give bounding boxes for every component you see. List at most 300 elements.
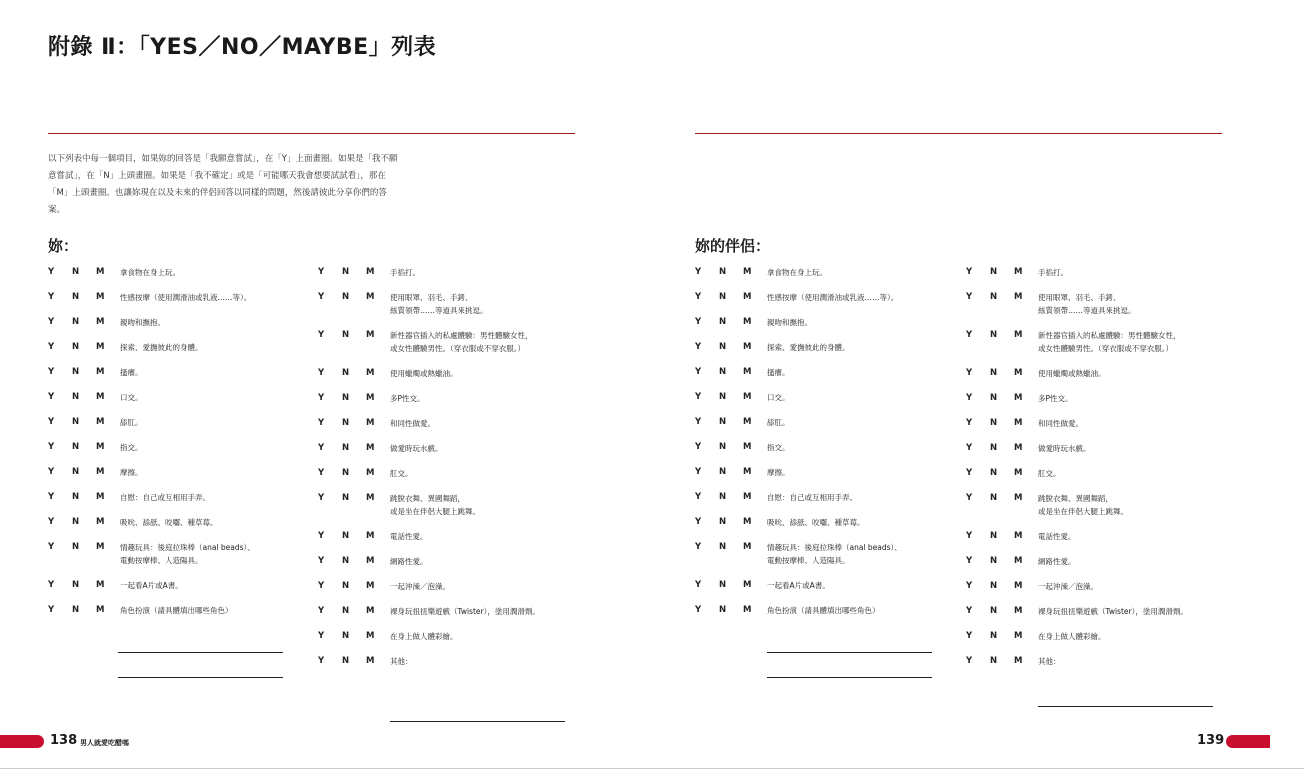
option-n[interactable]: N (719, 492, 727, 502)
ynm-options (318, 442, 390, 455)
option-n[interactable]: N (342, 267, 350, 277)
option-n[interactable]: N (719, 317, 727, 327)
option-n[interactable]: N (990, 631, 998, 641)
option-y[interactable]: Y (48, 542, 55, 552)
option-m[interactable]: M (96, 605, 105, 615)
option-y[interactable]: Y (318, 581, 325, 591)
option-n[interactable]: N (72, 517, 80, 527)
option-n[interactable]: N (719, 542, 727, 552)
option-n[interactable]: N (72, 605, 80, 615)
checklist-item-label: 其他： (1038, 657, 1061, 666)
option-y[interactable]: Y (48, 417, 55, 427)
option-m[interactable]: M (1014, 443, 1023, 453)
checklist-item (695, 416, 955, 429)
option-y[interactable]: Y (966, 581, 973, 591)
checklist-item (966, 467, 1226, 480)
option-y[interactable]: Y (48, 580, 55, 590)
option-n[interactable]: N (719, 442, 727, 452)
option-m[interactable]: M (1014, 493, 1023, 503)
option-y[interactable]: Y (966, 418, 973, 428)
option-n[interactable]: N (990, 393, 998, 403)
option-m[interactable]: M (96, 580, 105, 590)
option-n[interactable]: N (719, 580, 727, 590)
checklist-item (48, 266, 308, 279)
checklist-item-label: 肛交。 (1038, 469, 1061, 478)
option-m[interactable]: M (366, 556, 375, 566)
option-y[interactable]: Y (318, 468, 325, 478)
checklist-item (966, 630, 1226, 643)
checklist-item (48, 516, 308, 529)
option-m[interactable]: M (1014, 656, 1023, 666)
option-n[interactable]: N (719, 267, 727, 277)
option-n[interactable]: N (719, 467, 727, 477)
checklist-item-label: 使用眼罩、羽毛、手銬、 絲質領帶……等道具來挑逗。 (1038, 293, 1136, 315)
ynm-options (966, 630, 1038, 643)
option-y[interactable]: Y (318, 606, 325, 616)
checklist-item-label: 在身上做人體彩繪。 (390, 632, 458, 641)
option-m[interactable]: M (96, 392, 105, 402)
checklist-item (695, 341, 955, 354)
option-m[interactable]: M (743, 442, 752, 452)
option-n[interactable]: N (342, 493, 350, 503)
option-y[interactable]: Y (695, 542, 702, 552)
checklist-item (48, 441, 308, 454)
option-y[interactable]: Y (48, 267, 55, 277)
ynm-options (695, 604, 767, 617)
option-n[interactable]: N (72, 392, 80, 402)
checklist-item (695, 366, 955, 379)
option-n[interactable]: N (342, 631, 350, 641)
option-n[interactable]: N (72, 492, 80, 502)
ynm-options (318, 266, 390, 279)
ynm-options (695, 291, 767, 304)
ynm-options (966, 467, 1038, 480)
option-m[interactable]: M (743, 542, 752, 552)
option-y[interactable]: Y (966, 468, 973, 478)
ynm-options (48, 441, 120, 454)
option-y[interactable]: Y (318, 368, 325, 378)
checklist-item-label: 其他： (390, 657, 413, 666)
checklist-item (48, 391, 308, 404)
ynm-options (695, 316, 767, 329)
option-n[interactable]: N (990, 368, 998, 378)
checklist-item (695, 541, 955, 567)
checklist-item-label: 摩擦。 (120, 468, 143, 477)
option-y[interactable]: Y (48, 392, 55, 402)
option-y[interactable]: Y (966, 656, 973, 666)
checklist-item-label: 肛交。 (390, 469, 413, 478)
ynm-options (318, 655, 390, 668)
option-m[interactable]: M (366, 443, 375, 453)
checklist-item (318, 530, 578, 543)
option-m[interactable]: M (1014, 368, 1023, 378)
option-m[interactable]: M (1014, 267, 1023, 277)
ynm-options (48, 466, 120, 479)
option-n[interactable]: N (342, 656, 350, 666)
option-n[interactable]: N (990, 581, 998, 591)
option-n[interactable]: N (990, 267, 998, 277)
option-n[interactable]: N (719, 342, 727, 352)
option-y[interactable]: Y (966, 368, 973, 378)
roleplay-blank-line[interactable] (118, 652, 283, 653)
option-m[interactable]: M (743, 292, 752, 302)
option-y[interactable]: Y (318, 631, 325, 641)
option-n[interactable]: N (342, 368, 350, 378)
option-m[interactable]: M (366, 606, 375, 616)
checklist-item (318, 329, 578, 355)
ynm-options (966, 580, 1038, 593)
checklist-item (695, 441, 955, 454)
ynm-options (48, 579, 120, 592)
option-n[interactable]: N (990, 443, 998, 453)
option-m[interactable]: M (1014, 531, 1023, 541)
option-y[interactable]: Y (695, 292, 702, 302)
option-m[interactable]: M (743, 367, 752, 377)
option-n[interactable]: N (342, 418, 350, 428)
checklist-item-label: 探索、愛撫彼此的身體。 (767, 343, 850, 352)
option-m[interactable]: M (366, 368, 375, 378)
option-m[interactable]: M (96, 517, 105, 527)
ynm-options (695, 491, 767, 504)
roleplay-blank-line[interactable] (767, 652, 932, 653)
option-y[interactable]: Y (318, 292, 325, 302)
ynm-options (318, 467, 390, 480)
checklist-item (318, 442, 578, 455)
ynm-options (966, 555, 1038, 568)
checklist-item (695, 516, 955, 529)
option-n[interactable]: N (342, 292, 350, 302)
page-tab-right (1226, 735, 1270, 748)
checklist-item (318, 291, 578, 317)
option-n[interactable]: N (719, 417, 727, 427)
option-n[interactable]: N (719, 367, 727, 377)
option-m[interactable]: M (366, 292, 375, 302)
ynm-options (966, 530, 1038, 543)
option-y[interactable]: Y (318, 443, 325, 453)
option-n[interactable]: N (72, 417, 80, 427)
option-m[interactable]: M (96, 467, 105, 477)
option-m[interactable]: M (366, 418, 375, 428)
ynm-options (966, 605, 1038, 618)
option-m[interactable]: M (1014, 393, 1023, 403)
roleplay-blank-line[interactable] (767, 677, 932, 678)
ynm-options (318, 605, 390, 618)
option-y[interactable]: Y (318, 556, 325, 566)
checklist-item-label: 拿食物在身上玩。 (767, 268, 827, 277)
option-m[interactable]: M (1014, 606, 1023, 616)
ynm-options (966, 367, 1038, 380)
checklist-item-label: 一起看A片或A書。 (120, 581, 183, 590)
option-y[interactable]: Y (48, 342, 55, 352)
option-m[interactable]: M (743, 492, 752, 502)
ynm-options (318, 417, 390, 430)
checklist-item (966, 555, 1226, 568)
option-n[interactable]: N (990, 292, 998, 302)
checklist-item-label: 舔肛。 (767, 418, 790, 427)
option-n[interactable]: N (342, 556, 350, 566)
ynm-options (966, 266, 1038, 279)
option-m[interactable]: M (366, 393, 375, 403)
other-blank-line[interactable] (1038, 706, 1213, 707)
option-m[interactable]: M (366, 531, 375, 541)
option-n[interactable]: N (72, 442, 80, 452)
option-m[interactable]: M (743, 517, 752, 527)
option-m[interactable]: M (96, 442, 105, 452)
option-y[interactable]: Y (48, 317, 55, 327)
option-m[interactable]: M (1014, 330, 1023, 340)
option-y[interactable]: Y (318, 493, 325, 503)
option-y[interactable]: Y (695, 517, 702, 527)
option-m[interactable]: M (743, 467, 752, 477)
option-y[interactable]: Y (48, 517, 55, 527)
option-n[interactable]: N (72, 367, 80, 377)
option-y[interactable]: Y (695, 467, 702, 477)
option-y[interactable]: Y (695, 580, 702, 590)
checklist-item-label: 裸身玩扭扭樂遊戲（Twister），塗用潤滑劑。 (1038, 607, 1188, 616)
option-m[interactable]: M (1014, 468, 1023, 478)
option-y[interactable]: Y (966, 292, 973, 302)
option-n[interactable]: N (342, 443, 350, 453)
option-y[interactable]: Y (318, 656, 325, 666)
checklist-item (48, 579, 308, 592)
checklist-item-label: 親吻和撫抱。 (767, 318, 812, 327)
option-n[interactable]: N (990, 493, 998, 503)
option-m[interactable]: M (366, 493, 375, 503)
header-rule-right (695, 133, 1222, 134)
checklist-item-label: 親吻和撫抱。 (120, 318, 165, 327)
option-m[interactable]: M (743, 417, 752, 427)
option-n[interactable]: N (72, 580, 80, 590)
checklist-item (318, 266, 578, 279)
ynm-options (695, 579, 767, 592)
ynm-options (695, 541, 767, 554)
option-n[interactable]: N (719, 605, 727, 615)
checklist-item (966, 492, 1226, 518)
checklist-item (966, 442, 1226, 455)
option-n[interactable]: N (72, 542, 80, 552)
option-m[interactable]: M (743, 267, 752, 277)
checklist-item-label: 和同性做愛。 (390, 419, 435, 428)
checklist-item (48, 604, 308, 617)
ynm-options (48, 541, 120, 554)
option-y[interactable]: Y (966, 267, 973, 277)
checklist-item-label: 搔癢。 (120, 368, 143, 377)
checklist-item (695, 316, 955, 329)
option-y[interactable]: Y (695, 342, 702, 352)
checklist-item-label: 口交。 (767, 393, 790, 402)
option-y[interactable]: Y (695, 367, 702, 377)
option-m[interactable]: M (743, 392, 752, 402)
checklist-item-label: 做愛時玩水戲。 (1038, 444, 1091, 453)
option-y[interactable]: Y (966, 330, 973, 340)
option-m[interactable]: M (743, 342, 752, 352)
checklist-item-label: 自慰：自己或互相用手弄。 (120, 493, 210, 502)
checklist-item-label: 性感按摩（使用潤滑油或乳液……等）。 (767, 293, 899, 302)
option-y[interactable]: Y (966, 443, 973, 453)
option-n[interactable]: N (342, 393, 350, 403)
option-m[interactable]: M (1014, 631, 1023, 641)
checklist-item-label: 網路性愛。 (1038, 557, 1076, 566)
option-y[interactable]: Y (695, 392, 702, 402)
option-m[interactable]: M (366, 581, 375, 591)
option-y[interactable]: Y (48, 442, 55, 452)
option-n[interactable]: N (72, 467, 80, 477)
option-y[interactable]: Y (695, 492, 702, 502)
option-n[interactable]: N (719, 517, 727, 527)
option-m[interactable]: M (96, 492, 105, 502)
checklist-item-label: 性感按摩（使用潤滑油或乳液……等）。 (120, 293, 252, 302)
option-m[interactable]: M (96, 542, 105, 552)
checklist-item-label: 新性器官插入的私處體驗：男性體驗女性， 或女性體驗男性。（穿衣服或不穿衣服。） (390, 331, 533, 353)
checklist-item (966, 367, 1226, 380)
option-n[interactable]: N (342, 330, 350, 340)
option-m[interactable]: M (366, 267, 375, 277)
checklist-item-label: 摩擦。 (767, 468, 790, 477)
ynm-options (48, 604, 120, 617)
option-m[interactable]: M (96, 317, 105, 327)
option-m[interactable]: M (1014, 556, 1023, 566)
option-n[interactable]: N (72, 292, 80, 302)
option-m[interactable]: M (96, 367, 105, 377)
checklist-item-label: 使用蠟燭或熱蠟油。 (390, 369, 458, 378)
checklist-item-label: 指交。 (120, 443, 143, 452)
checklist-item-label: 一起沖澡／泡澡。 (1038, 582, 1098, 591)
option-n[interactable]: N (990, 656, 998, 666)
option-m[interactable]: M (96, 292, 105, 302)
option-m[interactable]: M (1014, 418, 1023, 428)
checklist-item-label: 裸身玩扭扭樂遊戲（Twister），塗用潤滑劑。 (390, 607, 540, 616)
checklist-item (966, 392, 1226, 405)
checklist-item-label: 網路性愛。 (390, 557, 428, 566)
checklist-item (48, 316, 308, 329)
checklist-item (966, 655, 1226, 668)
option-y[interactable]: Y (966, 606, 973, 616)
option-n[interactable]: N (342, 531, 350, 541)
ynm-options (318, 329, 390, 342)
option-y[interactable]: Y (966, 631, 973, 641)
partner-heading: 妳的伴侶： (695, 237, 771, 255)
checklist-item (48, 291, 308, 304)
option-y[interactable]: Y (318, 393, 325, 403)
checklist-item (966, 291, 1226, 317)
option-y[interactable]: Y (48, 605, 55, 615)
option-y[interactable]: Y (695, 317, 702, 327)
other-blank-line[interactable] (390, 721, 565, 722)
option-n[interactable]: N (342, 606, 350, 616)
checklist-item (695, 491, 955, 504)
option-m[interactable]: M (743, 605, 752, 615)
option-y[interactable]: Y (695, 417, 702, 427)
option-m[interactable]: M (743, 317, 752, 327)
checklist-item (966, 329, 1226, 355)
intro-paragraph: 以下列表中每一個項目，如果妳的回答是「我願意嘗試」，在「Y」上面畫圈。如果是「我不願意嘗試」，在「N」上頭畫圈。如果是「我不確定」或是「可能哪天我會想要試試看」，那在「M」上頭畫圈。也讓妳現在以及未來的伴侶回答以同樣的問題，然後請彼此分享你們的答案。 (48, 154, 398, 215)
checklist-item-label: 角色扮演（請具體填出哪些角色） (767, 606, 880, 615)
option-n[interactable]: N (342, 581, 350, 591)
option-m[interactable]: M (366, 468, 375, 478)
option-y[interactable]: Y (966, 393, 973, 403)
option-y[interactable]: Y (318, 531, 325, 541)
checklist-item-label: 拿食物在身上玩。 (120, 268, 180, 277)
option-n[interactable]: N (990, 330, 998, 340)
checklist-item (318, 367, 578, 380)
option-n[interactable]: N (342, 468, 350, 478)
ynm-options (48, 341, 120, 354)
checklist-item (695, 466, 955, 479)
option-m[interactable]: M (366, 330, 375, 340)
page-number-right: 139 (1197, 733, 1225, 748)
checklist-item (318, 605, 578, 618)
option-n[interactable]: N (990, 606, 998, 616)
checklist-item-label: 自慰：自己或互相用手弄。 (767, 493, 857, 502)
option-n[interactable]: N (72, 267, 80, 277)
checklist-item-label: 角色扮演（請具體填出哪些角色） (120, 606, 233, 615)
checklist-item-label: 多P性交。 (1038, 394, 1073, 403)
option-m[interactable]: M (1014, 292, 1023, 302)
ynm-options (695, 366, 767, 379)
option-y[interactable]: Y (48, 292, 55, 302)
option-n[interactable]: N (72, 317, 80, 327)
option-m[interactable]: M (366, 656, 375, 666)
checklist-item-label: 一起沖澡／泡澡。 (390, 582, 450, 591)
checklist-item-label: 使用蠟燭或熱蠟油。 (1038, 369, 1106, 378)
option-m[interactable]: M (743, 580, 752, 590)
checklist-item-label: 指交。 (767, 443, 790, 452)
option-m[interactable]: M (96, 342, 105, 352)
ynm-options (966, 655, 1038, 668)
checklist-item-label: 探索、愛撫彼此的身體。 (120, 343, 203, 352)
option-y[interactable]: Y (48, 492, 55, 502)
checklist-item (695, 604, 955, 617)
checklist-item-label: 舔肛。 (120, 418, 143, 427)
checklist-item-label: 做愛時玩水戲。 (390, 444, 443, 453)
option-n[interactable]: N (72, 342, 80, 352)
checklist-item (695, 579, 955, 592)
option-y[interactable]: Y (966, 531, 973, 541)
checklist-item (695, 291, 955, 304)
option-n[interactable]: N (990, 468, 998, 478)
option-y[interactable]: Y (48, 367, 55, 377)
option-y[interactable]: Y (318, 267, 325, 277)
option-y[interactable]: Y (966, 556, 973, 566)
option-n[interactable]: N (719, 292, 727, 302)
option-m[interactable]: M (96, 417, 105, 427)
option-y[interactable]: Y (48, 467, 55, 477)
ynm-options (48, 391, 120, 404)
ynm-options (318, 492, 390, 505)
option-n[interactable]: N (719, 392, 727, 402)
option-y[interactable]: Y (318, 330, 325, 340)
option-n[interactable]: N (990, 531, 998, 541)
option-m[interactable]: M (1014, 581, 1023, 591)
checklist-item-label: 電話性愛。 (1038, 532, 1076, 541)
option-y[interactable]: Y (695, 267, 702, 277)
checklist-item-label: 多P性交。 (390, 394, 425, 403)
option-n[interactable]: N (990, 418, 998, 428)
option-y[interactable]: Y (318, 418, 325, 428)
checklist-item (966, 605, 1226, 618)
checklist-item-label: 情趣玩具：後庭拉珠棒（anal beads）、 電動按摩棒、人造陽具。 (767, 543, 902, 565)
ynm-options (48, 316, 120, 329)
option-y[interactable]: Y (966, 493, 973, 503)
option-y[interactable]: Y (695, 605, 702, 615)
option-m[interactable]: M (96, 267, 105, 277)
option-m[interactable]: M (366, 631, 375, 641)
checklist-item (966, 580, 1226, 593)
option-n[interactable]: N (990, 556, 998, 566)
option-y[interactable]: Y (695, 442, 702, 452)
ynm-options (695, 341, 767, 354)
roleplay-blank-line[interactable] (118, 677, 283, 678)
